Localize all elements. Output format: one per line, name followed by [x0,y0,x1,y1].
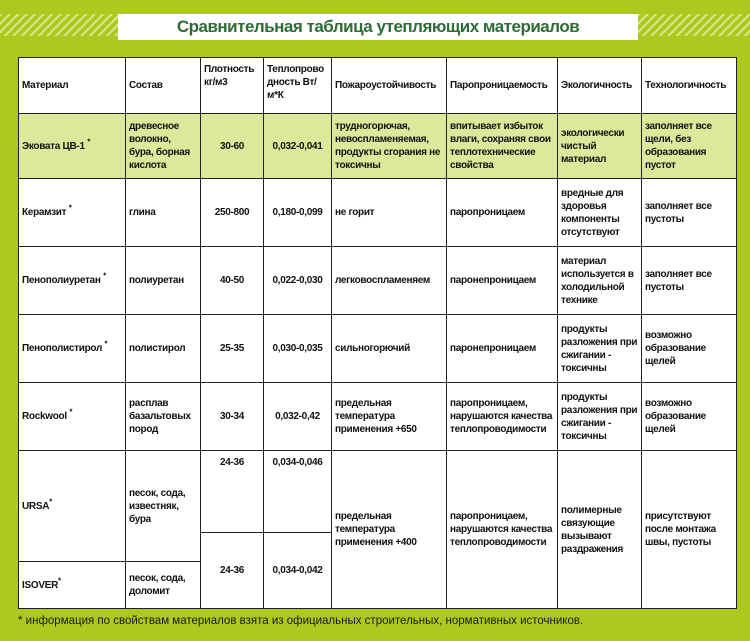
cell-technology: заполняет все пустоты [642,179,737,247]
header-cell: Теплопрово дность Вт/м*К [264,58,332,114]
header-cell: Технологичность [642,58,737,114]
footnote-mark: * [68,203,72,213]
cell-ecology: экологически чистый материал [558,114,642,179]
cell-conductivity: 0,180-0,099 [264,179,332,247]
cell-material [19,114,126,179]
cell-composition: полиуретан [126,247,201,315]
cell-ecology: продукты разложения при сжигании - токсичны [558,383,642,451]
footnote-mark: * [103,271,106,281]
table-row [19,315,737,383]
material-name: ISOVER [22,579,58,591]
footnote-mark: * [87,137,91,147]
footnote: * информация по свойствам материалов взята из официальных строительных, нормативных источников. [18,615,584,627]
cell-density: 40-50 [201,247,264,315]
cell-technology: возможно образование щелей [642,383,737,451]
cell-conductivity: 0,030-0,035 [264,315,332,383]
table-row [19,114,737,179]
cell-ecology: вредные для здоровья компоненты отсутствуют [558,179,642,247]
material-name: Rockwool [22,411,67,422]
cell-fire: трудногорючая, невоспламеняемая, продукты сгорания не токсичны [332,114,447,179]
header-cell: Пожароустойчивость [332,58,447,114]
cell-fire: предельная температура применения +650 [332,383,447,451]
cell-technology: заполняет все щели, без образования пустот [642,114,737,179]
cell-conductivity: 0,032-0,041 [264,114,332,179]
comparison-table [18,57,737,609]
cell-conductivity: 0,032-0,42 [264,383,332,451]
material-name: Пенополистирол [22,343,103,354]
cell-density: 24-36 [201,533,264,609]
header-cell: Материал [19,58,126,114]
content [18,57,736,627]
cell-material [19,179,126,247]
page-title: Сравнительная таблица утепляющих материалов [176,17,580,36]
cell-composition: песок, сода, известняк, бура [126,451,201,562]
cell-density: 25-35 [201,315,264,383]
cell-density: 250-800 [201,179,264,247]
table-row [19,179,737,247]
cell-composition: древесное волокно, бура, борная кислота [126,114,201,179]
cell-material [19,562,126,609]
footnote-mark: * [104,339,108,349]
decor-stripes-left [0,14,118,36]
table-row [19,383,737,451]
cell-material [19,315,126,383]
header-cell: Состав [126,58,201,114]
decor-stripes-right [638,14,750,36]
cell-conductivity: 0,034-0,042 [264,533,332,609]
cell-ecology: материал используется в холодильной технике [558,247,642,315]
header-cell: Плотность кг/м3 [201,58,264,114]
title-banner [118,14,638,40]
cell-fire: легковоспламеняем [332,247,447,315]
cell-composition: песок, сода, доломит [126,562,201,609]
cell-conductivity: 0,034-0,046 [264,451,332,533]
cell-fire: не горит [332,179,447,247]
cell-technology: присутствуют после монтажа швы, пустоты [642,451,737,609]
material-name: Эковата ЦВ-1 [22,140,85,152]
header-cell: Паропроницаемость [447,58,558,114]
header-cell: Экологичность [558,58,642,114]
cell-fire: сильногорючий [332,315,447,383]
cell-vapor: впитывает избыток влаги, сохраняя свои теплотехнические свойства [447,114,558,179]
footnote-mark: * [49,497,52,507]
cell-vapor: паронепроницаем [447,315,558,383]
cell-ecology: полимерные связующие вызывают раздражения [558,451,642,609]
cell-composition: глина [126,179,201,247]
header-row [19,58,737,114]
material-name: Пенополиуретан [22,275,101,286]
table-row [19,451,737,533]
cell-fire: предельная температура применения +400 [332,451,447,609]
material-name: Керамзит [22,207,67,218]
footnote-mark: * [69,407,73,417]
cell-ecology: продукты разложения при сжигании - токсичны [558,315,642,383]
cell-material [19,383,126,451]
cell-composition: полистирол [126,315,201,383]
cell-material [19,247,126,315]
cell-vapor: паронепроницаем [447,247,558,315]
cell-technology: возможно образование щелей [642,315,737,383]
cell-conductivity: 0,022-0,030 [264,247,332,315]
cell-technology: заполняет все пустоты [642,247,737,315]
cell-vapor: паропроницаем, нарушаются качества теплопроводимости [447,451,558,609]
cell-vapor: паропроницаем [447,179,558,247]
cell-density: 30-60 [201,114,264,179]
cell-material [19,451,126,562]
cell-vapor: паропроницаем, нарушаются качества теплопроводимости [447,383,558,451]
cell-density: 30-34 [201,383,264,451]
material-name: URSA [22,500,50,512]
cell-density: 24-36 [201,451,264,533]
cell-composition: расплав базальтовых пород [126,383,201,451]
footnote-mark: * [58,576,61,586]
table-row [19,247,737,315]
